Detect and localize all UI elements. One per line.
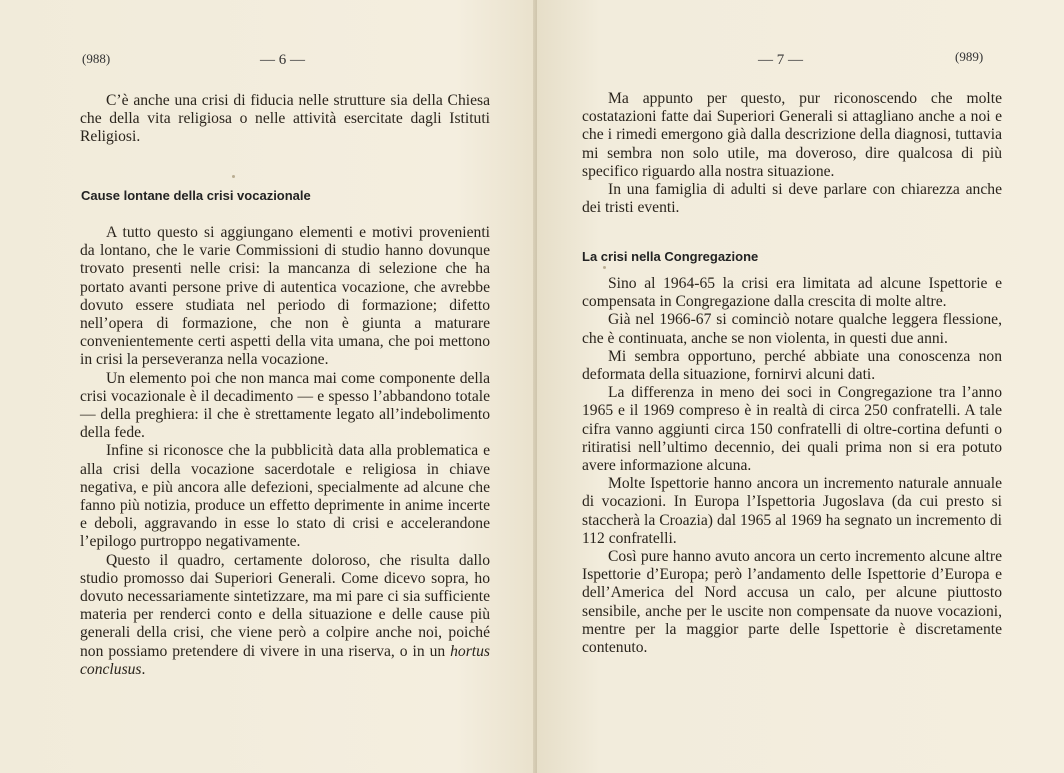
left-intro-text	[80, 92, 490, 147]
right-section-heading: La crisi nella Congregazione	[582, 249, 759, 264]
right-paragraph: Già nel 1966-67 si cominciò notare qualche leggera flessione, che è continuata, anche se non violenta, in questi due anni.	[582, 311, 1002, 347]
right-body-text	[582, 275, 1002, 657]
right-folio: (989)	[955, 49, 984, 64]
left-page-number: — 6 —	[260, 52, 305, 68]
left-italic-phrase: hortus conclusus	[80, 642, 490, 678]
right-page	[537, 0, 1064, 773]
right-intro-paragraph: In una famiglia di adulti si deve parlare con chiarezza anche dei tristi eventi.	[582, 181, 1002, 217]
left-intro-paragraph: C’è anche una crisi di fiducia nelle strutture sia della Chiesa che della vita religiosa o nelle attività esercitate dagli Istituti Religiosi.	[80, 92, 490, 146]
left-paragraph: Un elemento poi che non manca mai come componente della crisi vocazionale è il decadimento — e spesso l’abbandono totale — della preghiera: il che è strettamente legato all’indebolimento della fede.	[80, 369, 490, 442]
right-paragraph: Sino al 1964-65 la crisi era limitata ad alcune Ispettorie e compensata in Congregazione dalla crescita di molte altre.	[582, 275, 1002, 311]
left-last-paragraph-end: .	[141, 660, 146, 678]
right-intro-text	[582, 90, 1002, 217]
left-paragraph: A tutto questo si aggiungano elementi e motivi provenienti da lontano, che le varie Commissioni di studio hanno dovunque trovato presenti nelle crisi: la mancanza di selezione che ha portato avanti persone prive di autentica vocazione, che avrebbe dovuto essere studiata nel periodo di formazione; difetto nell’opera di formazione, che non è giunta a maturare convenientemente certi aspetti della vita umana, che poi mettono in crisi la perseveranza nella vocazione.	[80, 224, 490, 369]
right-paragraph: Mi sembra opportuno, perché abbiate una conoscenza non deformata della situazione, fornirvi alcuni dati.	[582, 347, 1002, 384]
right-paragraph: La differenza in meno dei soci in Congregazione tra l’anno 1965 e il 1969 compreso è in realtà di circa 250 confratelli. A tale cifra vanno aggiunti circa 150 confratelli di oltre-cortina defunti o ritiratisi nell’ultimo decennio, dei quali prima non si era potuto avere informazione alcuna.	[582, 384, 1002, 475]
right-page-number: — 7 —	[758, 52, 803, 68]
right-paragraph: Così pure hanno avuto ancora un certo incremento alcune altre Ispettorie d’Europa; però l’andamento delle Ispettorie d’Europa e dell’America del Nord accusa un calo, per alcune piuttosto sensibile, anche per le uscite non compensate da nuove vocazioni, mentre per la maggior parte delle Ispettorie è discretamente contenuto.	[582, 548, 1002, 657]
right-intro-paragraph: Ma appunto per questo, pur riconoscendo che molte costatazioni fatte dai Superiori Generali si attagliano anche a noi e che i rimedi emergono già dalla descrizione della diagnosi, tuttavia mi sembra non solo utile, ma doveroso, dire qualcosa di più specifico riguardo alla nostra situazione.	[582, 90, 1002, 180]
right-paragraph: Molte Ispettorie hanno ancora un incremento naturale annuale di vocazioni. In Europa l’Ispettoria Jugoslava (da cui presto si staccherà la Croazia) dal 1965 al 1969 ha segnato un incremento di 112 confratelli.	[582, 475, 1002, 547]
left-section-heading: Cause lontane della crisi vocazionale	[81, 188, 311, 203]
paper-speck	[603, 266, 606, 269]
left-last-paragraph-start: Questo il quadro, certamente doloroso, che risulta dallo studio promosso dai Superiori Generali. Come dicevo sopra, ho dovuto necessariamente sintetizzare, ma mi pare ci sia sufficiente materia per renderci conto e della situazione e delle cause più generali della crisi, che viene però a colpire anche noi, poiché non possiamo pretendere di vivere in una riserva, o in un	[80, 551, 490, 660]
paper-speck	[232, 175, 235, 178]
left-last-paragraph	[80, 552, 490, 679]
left-paragraph: Infine si riconosce che la pubblicità data alla problematica e alla crisi della vocazione sacerdotale e religiosa in chiave negativa, e più ancora alle defezioni, specialmente ad alcune che fanno più notizia, produce un effetto deprimente in anime incerte e deboli, aggravando in esse lo stato di crisi e accelerandone l’epilogo purtroppo negativamente.	[80, 442, 490, 551]
left-body-text	[80, 224, 490, 679]
left-folio: (988)	[82, 51, 111, 66]
